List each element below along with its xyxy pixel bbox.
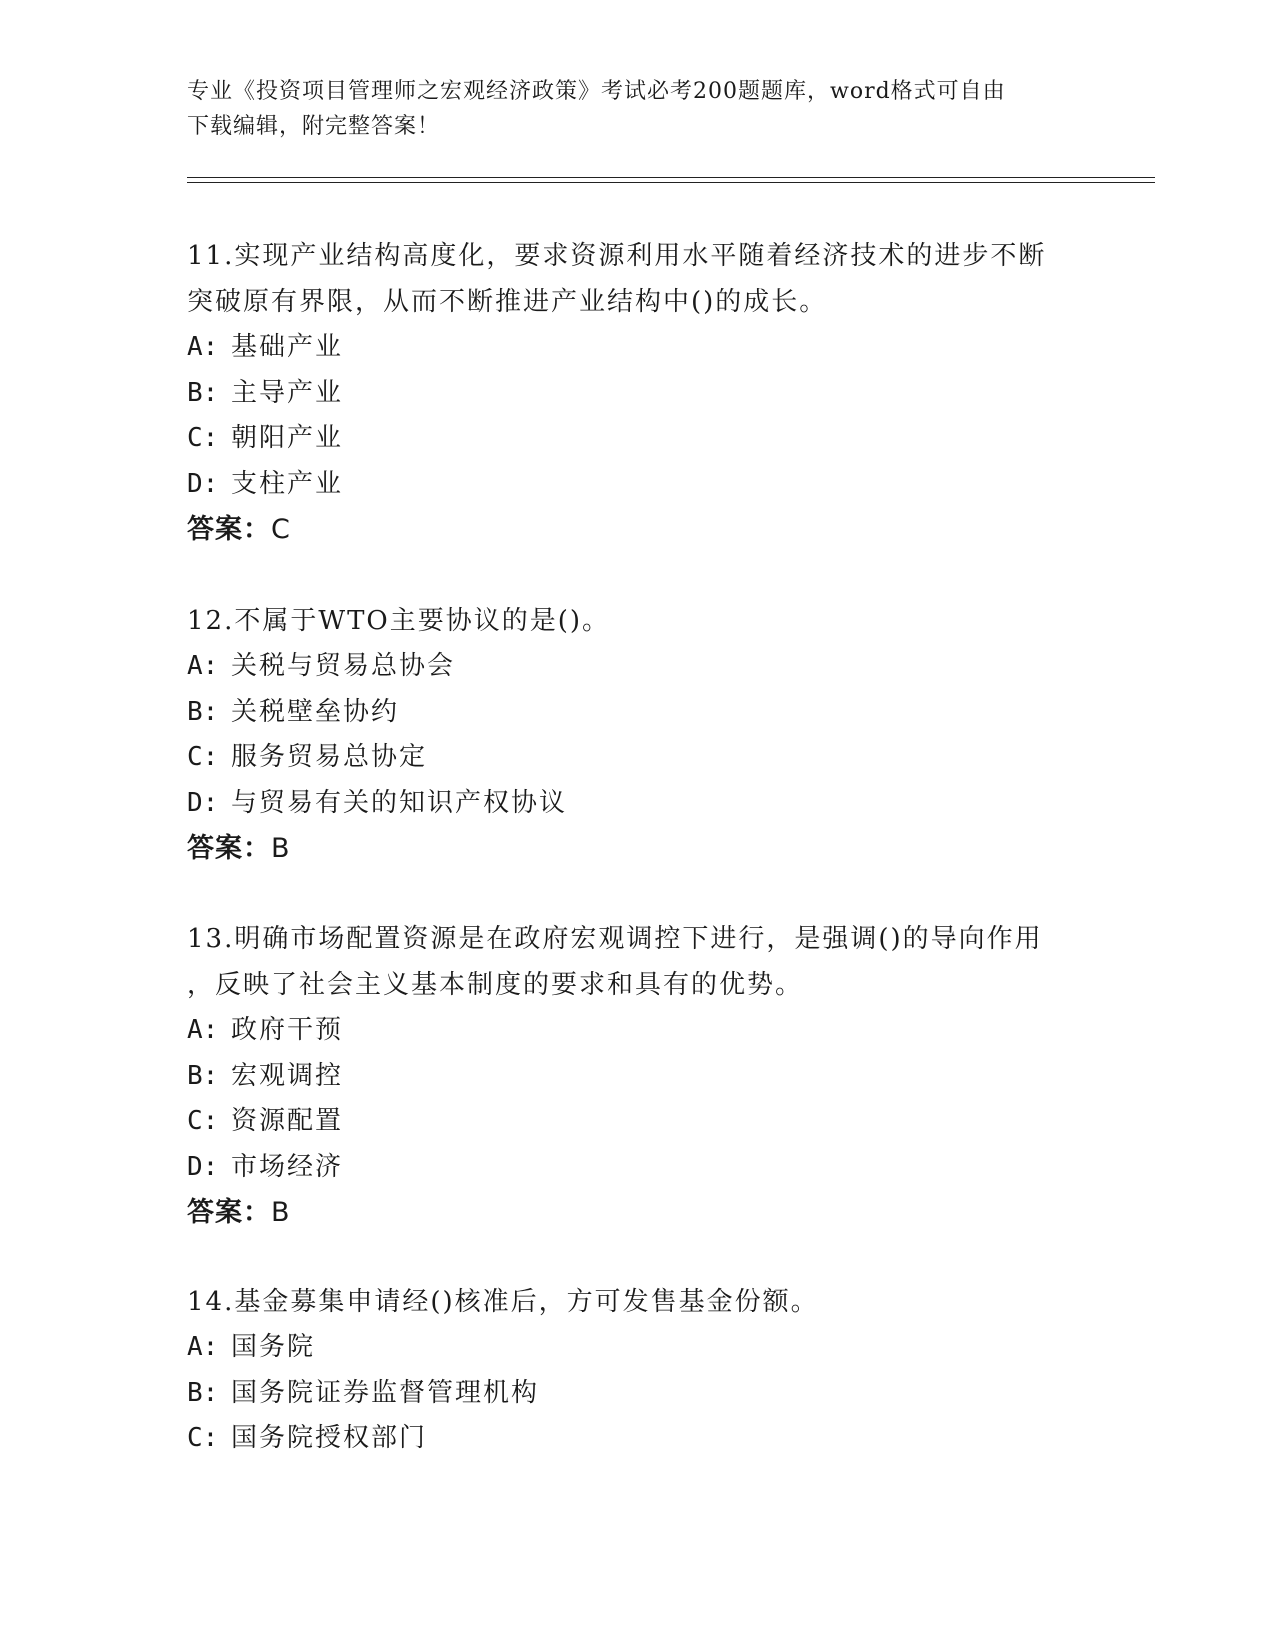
option-text: 服务贸易总协定: [231, 742, 428, 772]
question-stem-line: 11.实现产业结构高度化，要求资源利用水平随着经济技术的进步不断: [187, 241, 1047, 271]
option-text: 与贸易有关的知识产权协议: [231, 787, 568, 818]
option-text: 政府干预: [231, 1015, 344, 1045]
option-b: [187, 1054, 1087, 1100]
option-key: C:: [187, 1106, 219, 1136]
option-text: 关税与贸易总协会: [231, 651, 456, 681]
option-text: 国务院证券监督管理机构: [231, 1377, 540, 1408]
option-key: B:: [187, 1377, 219, 1408]
option-b: [187, 371, 1087, 417]
option-key: C:: [187, 1423, 219, 1453]
option-text: 宏观调控: [231, 1060, 344, 1091]
question-stem-line: 12.不属于WTO主要协议的是()。: [187, 606, 611, 636]
option-key: B:: [187, 1060, 219, 1091]
question-stem-line: 突破原有界限，从而不断推进产业结构中()的成长。: [187, 287, 828, 317]
option-text: 国务院授权部门: [231, 1423, 428, 1453]
option-text: 资源配置: [231, 1106, 344, 1136]
header-divider-bottom: [187, 182, 1155, 183]
option-key: D:: [187, 468, 219, 499]
option-key: A:: [187, 1332, 219, 1362]
answer-label: 答案：: [187, 1197, 271, 1228]
header-divider-top: [187, 177, 1155, 178]
question-stem-line: ，反映了社会主义基本制度的要求和具有的优势。: [187, 970, 804, 1000]
option-key: C:: [187, 423, 219, 453]
answer-label: 答案：: [187, 514, 271, 545]
option-key: B:: [187, 377, 219, 408]
option-text: 市场经济: [231, 1151, 344, 1182]
question-stem-line: 14.基金募集申请经()核准后，方可发售基金份额。: [187, 1287, 819, 1317]
answer-label: 答案：: [187, 833, 271, 864]
answer-value: B: [271, 1197, 291, 1228]
option-a: [187, 1008, 1087, 1054]
answer-value: B: [271, 833, 291, 864]
answer-line: [187, 826, 1087, 872]
option-c: [187, 735, 1087, 781]
option-d: [187, 781, 1087, 827]
option-key: C:: [187, 742, 219, 772]
answer-line: [187, 507, 1087, 553]
option-key: D:: [187, 1151, 219, 1182]
header-line-2: 下载编辑，附完整答案！: [187, 114, 441, 139]
option-b: [187, 1371, 1087, 1417]
option-text: 基础产业: [231, 332, 344, 362]
option-a: [187, 325, 1087, 371]
option-text: 支柱产业: [231, 468, 344, 499]
option-key: A:: [187, 651, 219, 681]
answer-value: C: [271, 514, 291, 545]
option-text: 关税壁垒协约: [231, 696, 400, 727]
option-c: [187, 1416, 1087, 1462]
option-key: A:: [187, 1015, 219, 1045]
option-d: [187, 462, 1087, 508]
document-header: [187, 74, 1067, 144]
option-c: [187, 416, 1087, 462]
option-b: [187, 690, 1087, 736]
option-text: 主导产业: [231, 377, 344, 408]
option-key: A:: [187, 332, 219, 362]
option-text: 朝阳产业: [231, 423, 344, 453]
option-c: [187, 1099, 1087, 1145]
question-13: [187, 916, 1087, 1236]
option-a: [187, 644, 1087, 690]
option-a: [187, 1325, 1087, 1371]
option-d: [187, 1145, 1087, 1191]
option-text: 国务院: [231, 1332, 316, 1362]
question-stem-line: 13.明确市场配置资源是在政府宏观调控下进行，是强调()的导向作用: [187, 924, 1043, 954]
option-key: D:: [187, 787, 219, 818]
question-12: [187, 598, 1087, 872]
question-11: [187, 233, 1087, 553]
option-key: B:: [187, 696, 219, 727]
header-line-1: 专业《投资项目管理师之宏观经济政策》考试必考200题题库，word格式可自由: [187, 79, 1006, 104]
answer-line: [187, 1190, 1087, 1236]
question-14: [187, 1279, 1087, 1462]
